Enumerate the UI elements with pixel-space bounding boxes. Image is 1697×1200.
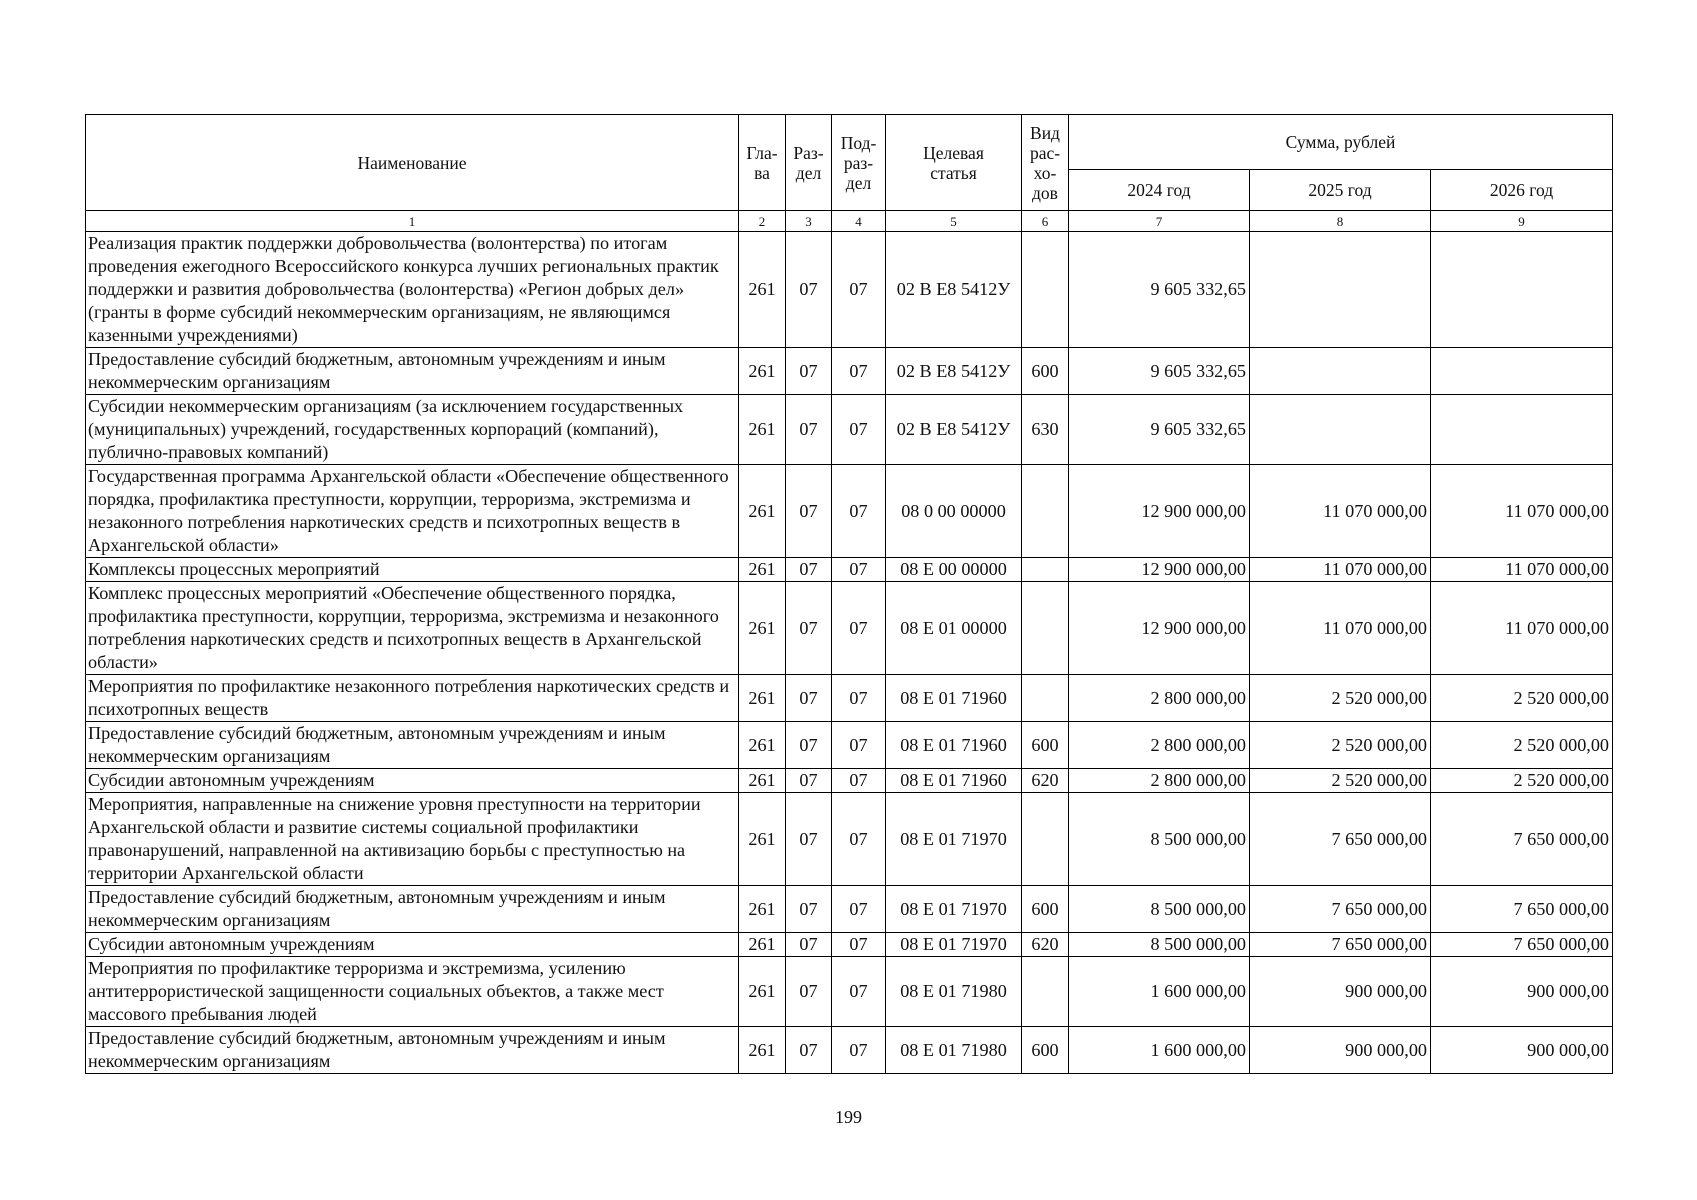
row-amount-2025 [1250,348,1431,395]
row-podrazdel: 07 [832,395,886,465]
row-podrazdel: 07 [832,232,886,348]
row-tselevaya-statya: 02 В Е8 5412У [886,232,1022,348]
row-amount-2026 [1431,348,1613,395]
header-year-2025: 2025 год [1250,170,1431,211]
row-amount-2024: 12 900 000,00 [1069,465,1250,558]
row-amount-2026: 2 520 000,00 [1431,722,1613,769]
row-amount-2026: 2 520 000,00 [1431,769,1613,793]
header-year-2024: 2024 год [1069,170,1250,211]
row-amount-2026: 11 070 000,00 [1431,582,1613,675]
header-vid-raskhodov: Вид рас- хо- дов [1022,115,1069,211]
table-row [86,582,1613,675]
row-amount-2025: 11 070 000,00 [1250,582,1431,675]
row-amount-2024: 1 600 000,00 [1069,1027,1250,1074]
row-amount-2025: 7 650 000,00 [1250,933,1431,957]
row-name: Комплекс процессных мероприятий «Обеспечение общественного порядка, профилактика преступности, коррупции, терроризма, экстремизма и незаконного потребления наркотических средств и психотропных веществ в Архангельской области» [86,582,739,675]
row-amount-2025: 900 000,00 [1250,1027,1431,1074]
row-vid-raskhodov [1022,465,1069,558]
row-tselevaya-statya: 08 Е 01 71970 [886,886,1022,933]
row-amount-2026 [1431,232,1613,348]
row-amount-2026: 2 520 000,00 [1431,675,1613,722]
row-podrazdel: 07 [832,722,886,769]
row-amount-2025: 7 650 000,00 [1250,793,1431,886]
row-podrazdel: 07 [832,675,886,722]
row-glava: 261 [739,793,786,886]
row-podrazdel: 07 [832,348,886,395]
table-row [86,793,1613,886]
row-name: Субсидии некоммерческим организациям (за исключением государственных (муниципальных) учреждений, государственных корпораций (компаний), публично-правовых компаний) [86,395,739,465]
row-amount-2024: 2 800 000,00 [1069,769,1250,793]
row-amount-2024: 9 605 332,65 [1069,395,1250,465]
row-glava: 261 [739,232,786,348]
row-name: Мероприятия по профилактике незаконного потребления наркотических средств и психотропных веществ [86,675,739,722]
row-name: Субсидии автономным учреждениям [86,933,739,957]
row-amount-2024: 8 500 000,00 [1069,793,1250,886]
row-amount-2026: 900 000,00 [1431,1027,1613,1074]
row-podrazdel: 07 [832,582,886,675]
row-amount-2024: 2 800 000,00 [1069,675,1250,722]
row-tselevaya-statya: 08 Е 01 71960 [886,769,1022,793]
row-name: Предоставление субсидий бюджетным, автономным учреждениям и иным некоммерческим организациям [86,348,739,395]
row-vid-raskhodov [1022,793,1069,886]
row-amount-2026: 7 650 000,00 [1431,933,1613,957]
header-podrazdel: Под- раз- дел [832,115,886,211]
row-razdel: 07 [786,465,832,558]
row-glava: 261 [739,465,786,558]
row-tselevaya-statya: 08 Е 00 00000 [886,558,1022,582]
row-razdel: 07 [786,886,832,933]
row-name: Мероприятия по профилактике терроризма и экстремизма, усилению антитеррористической защищенности социальных объектов, а также мест массового пребывания людей [86,957,739,1027]
row-vid-raskhodov [1022,675,1069,722]
row-name: Предоставление субсидий бюджетным, автономным учреждениям и иным некоммерческим организациям [86,1027,739,1074]
row-vid-raskhodov: 620 [1022,933,1069,957]
row-name: Государственная программа Архангельской области «Обеспечение общественного порядка, профилактика преступности, коррупции, терроризма, экстремизма и незаконного потребления наркотических средств и психотропных веществ в Архангельской области» [86,465,739,558]
row-name: Предоставление субсидий бюджетным, автономным учреждениям и иным некоммерческим организациям [86,886,739,933]
row-glava: 261 [739,769,786,793]
row-razdel: 07 [786,348,832,395]
row-name: Предоставление субсидий бюджетным, автономным учреждениям и иным некоммерческим организациям [86,722,739,769]
row-amount-2024: 8 500 000,00 [1069,933,1250,957]
row-tselevaya-statya: 08 Е 01 71960 [886,722,1022,769]
table-row [86,722,1613,769]
row-razdel: 07 [786,395,832,465]
row-amount-2024: 9 605 332,65 [1069,232,1250,348]
row-name: Комплексы процессных мероприятий [86,558,739,582]
column-number: 8 [1250,211,1431,232]
row-tselevaya-statya: 08 Е 01 71980 [886,957,1022,1027]
row-podrazdel: 07 [832,1027,886,1074]
budget-table [85,114,1613,1074]
row-amount-2025: 2 520 000,00 [1250,675,1431,722]
row-name: Реализация практик поддержки добровольчества (волонтерства) по итогам проведения ежегодного Всероссийского конкурса лучших региональных практик поддержки и развития добровольчества (волонтерства) «Регион добрых дел» (гранты в форме субсидий некоммерческим организациям, не являющимся казенными учреждениями) [86,232,739,348]
row-razdel: 07 [786,769,832,793]
row-podrazdel: 07 [832,933,886,957]
row-name: Субсидии автономным учреждениям [86,769,739,793]
row-amount-2026: 7 650 000,00 [1431,886,1613,933]
row-amount-2026 [1431,395,1613,465]
row-razdel: 07 [786,793,832,886]
row-podrazdel: 07 [832,793,886,886]
column-number: 7 [1069,211,1250,232]
row-amount-2025: 11 070 000,00 [1250,465,1431,558]
row-razdel: 07 [786,1027,832,1074]
row-podrazdel: 07 [832,957,886,1027]
row-amount-2025: 2 520 000,00 [1250,769,1431,793]
table-row [86,232,1613,348]
row-name: Мероприятия, направленные на снижение уровня преступности на территории Архангельской области и развитие системы социальной профилактики правонарушений, направленной на активизацию борьбы с преступностью на территории Архангельской области [86,793,739,886]
row-amount-2025: 900 000,00 [1250,957,1431,1027]
row-podrazdel: 07 [832,769,886,793]
column-number: 5 [886,211,1022,232]
page-number: 199 [835,1107,862,1127]
row-vid-raskhodov [1022,558,1069,582]
header-year-2026: 2026 год [1431,170,1613,211]
row-glava: 261 [739,348,786,395]
row-vid-raskhodov [1022,582,1069,675]
row-glava: 261 [739,957,786,1027]
row-podrazdel: 07 [832,558,886,582]
header-name: Наименование [86,115,739,211]
row-amount-2024: 9 605 332,65 [1069,348,1250,395]
row-amount-2024: 12 900 000,00 [1069,558,1250,582]
column-number: 6 [1022,211,1069,232]
row-amount-2025 [1250,232,1431,348]
row-amount-2026: 11 070 000,00 [1431,558,1613,582]
row-vid-raskhodov [1022,232,1069,348]
row-amount-2026: 900 000,00 [1431,957,1613,1027]
table-row [86,675,1613,722]
row-amount-2025 [1250,395,1431,465]
row-amount-2024: 1 600 000,00 [1069,957,1250,1027]
row-tselevaya-statya: 08 Е 01 71960 [886,675,1022,722]
row-vid-raskhodov: 600 [1022,1027,1069,1074]
row-tselevaya-statya: 08 0 00 00000 [886,465,1022,558]
row-glava: 261 [739,558,786,582]
row-tselevaya-statya: 08 Е 01 71970 [886,933,1022,957]
table-row [86,933,1613,957]
column-numbers-row [86,211,1613,232]
row-glava: 261 [739,395,786,465]
row-vid-raskhodov: 600 [1022,886,1069,933]
header-razdel: Раз- дел [786,115,832,211]
row-vid-raskhodov: 630 [1022,395,1069,465]
row-vid-raskhodov: 600 [1022,348,1069,395]
table-row [86,348,1613,395]
row-tselevaya-statya: 02 В Е8 5412У [886,395,1022,465]
row-glava: 261 [739,722,786,769]
row-amount-2026: 7 650 000,00 [1431,793,1613,886]
row-tselevaya-statya: 08 Е 01 00000 [886,582,1022,675]
row-razdel: 07 [786,933,832,957]
row-tselevaya-statya: 02 В Е8 5412У [886,348,1022,395]
row-amount-2024: 8 500 000,00 [1069,886,1250,933]
row-razdel: 07 [786,675,832,722]
row-razdel: 07 [786,722,832,769]
row-podrazdel: 07 [832,886,886,933]
column-number: 3 [786,211,832,232]
row-amount-2024: 12 900 000,00 [1069,582,1250,675]
header-tselevaya-statya: Целевая статья [886,115,1022,211]
table-row [86,465,1613,558]
column-number: 2 [739,211,786,232]
column-number: 9 [1431,211,1613,232]
row-tselevaya-statya: 08 Е 01 71970 [886,793,1022,886]
row-tselevaya-statya: 08 Е 01 71980 [886,1027,1022,1074]
row-vid-raskhodov: 620 [1022,769,1069,793]
row-amount-2025: 11 070 000,00 [1250,558,1431,582]
table-row [86,395,1613,465]
row-razdel: 07 [786,582,832,675]
table-row [86,769,1613,793]
row-amount-2026: 11 070 000,00 [1431,465,1613,558]
table-body [86,211,1613,1074]
header-summa: Сумма, рублей [1069,115,1613,170]
row-vid-raskhodov [1022,957,1069,1027]
row-glava: 261 [739,886,786,933]
row-glava: 261 [739,933,786,957]
column-number: 1 [86,211,739,232]
row-amount-2025: 2 520 000,00 [1250,722,1431,769]
column-number: 4 [832,211,886,232]
row-amount-2025: 7 650 000,00 [1250,886,1431,933]
row-razdel: 07 [786,558,832,582]
header-glava: Гла- ва [739,115,786,211]
row-glava: 261 [739,582,786,675]
table-row [86,957,1613,1027]
row-razdel: 07 [786,232,832,348]
row-glava: 261 [739,675,786,722]
row-razdel: 07 [786,957,832,1027]
table-row [86,1027,1613,1074]
row-glava: 261 [739,1027,786,1074]
table-row [86,558,1613,582]
table-row [86,886,1613,933]
row-amount-2024: 2 800 000,00 [1069,722,1250,769]
row-vid-raskhodov: 600 [1022,722,1069,769]
row-podrazdel: 07 [832,465,886,558]
